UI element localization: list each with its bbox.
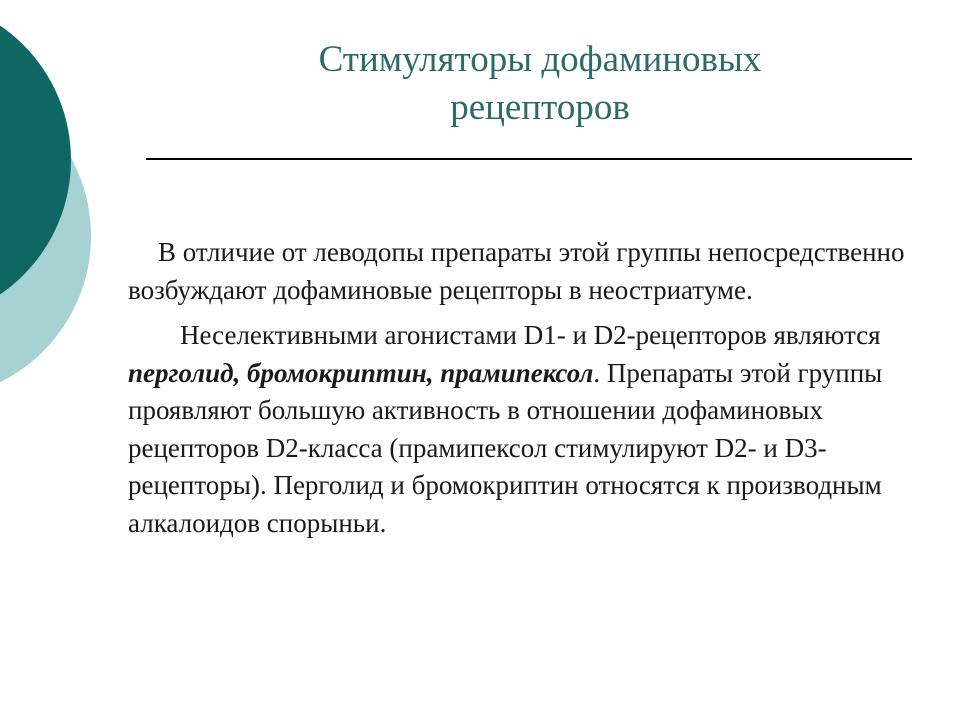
title-line-2: рецепторов bbox=[450, 87, 630, 128]
title-divider bbox=[146, 158, 912, 160]
decorative-circles bbox=[0, 0, 100, 400]
title-line-1: Стимуляторы дофаминовых bbox=[318, 39, 762, 80]
slide-body bbox=[128, 234, 953, 542]
paragraph-1: В отличие от леводопы препараты этой группы непосредственно возбуждают дофаминовые рецепторы в неостриатуме. bbox=[128, 237, 905, 305]
paragraph-2-intro: Неселективными агонистами D1- и D2-рецепторов являются bbox=[180, 320, 881, 350]
paragraph-2-rest: . Препараты этой группы проявляют большую активность в отношении дофаминовых рецепторов D2-класса (прамипексол стимулируют D2- и D3-рецепторы). Перголид и бромокриптин относятся к производным алкалоидов спорыньи. bbox=[128, 357, 883, 538]
drug-names: перголид, бромокриптин, прамипексол bbox=[128, 357, 594, 388]
paragraph-2 bbox=[128, 317, 953, 542]
slide-title bbox=[200, 36, 880, 132]
